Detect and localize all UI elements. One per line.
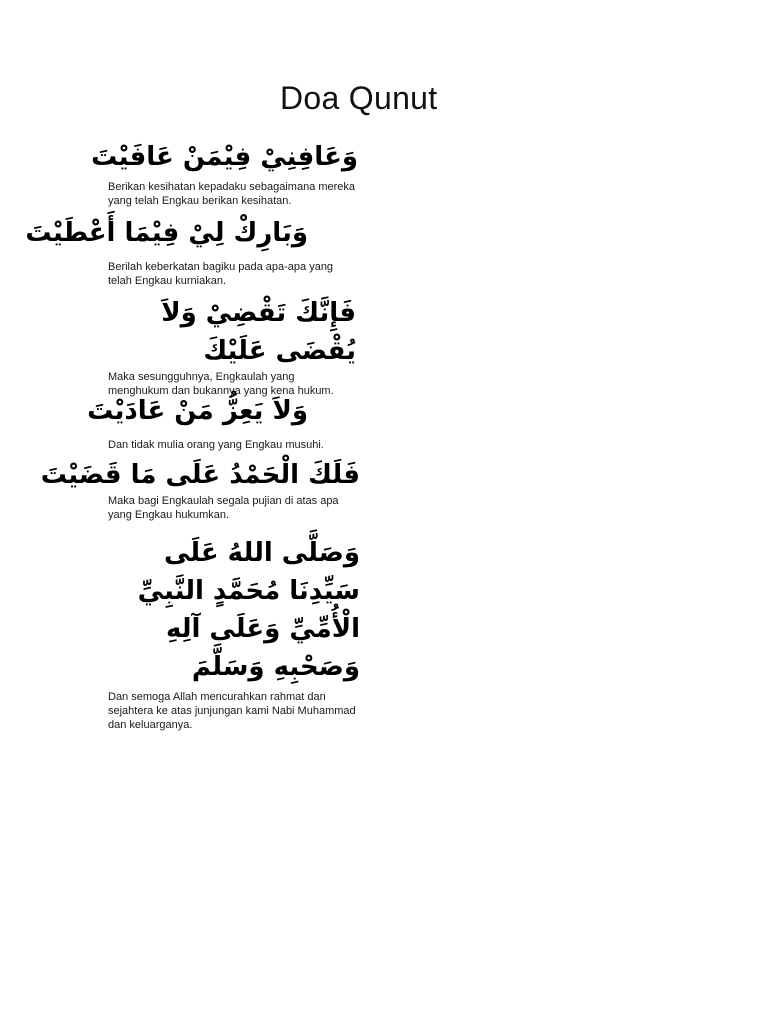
- verse-block: [40, 458, 400, 522]
- page-title: Doa Qunut: [280, 80, 438, 116]
- arabic-verse: وَبَارِكْ لِيْ فِيْمَا أَعْطَيْتَ: [25, 218, 308, 248]
- translation-line: Maka bagi Engkaulah segala pujian di atas apa: [108, 495, 339, 507]
- arabic-verse: فَلَكَ الْحَمْدُ عَلَى مَا قَضَيْتَ: [40, 460, 360, 490]
- verse-block: [91, 140, 400, 208]
- translation-line: yang telah Engkau berikan kesihatan.: [108, 195, 292, 207]
- translation-line: yang Engkau hukumkan.: [108, 509, 230, 521]
- translation-line: Dan semoga Allah mencurahkan rahmat dan: [108, 691, 326, 703]
- translation-line: telah Engkau kurniakan.: [108, 275, 227, 287]
- verse-block: [108, 534, 400, 732]
- translation-line: sejahtera ke atas junjungan kami Nabi Muhammad: [108, 705, 356, 717]
- verse-block: [25, 216, 400, 288]
- arabic-verse: وَعَافِنِيْ فِيْمَنْ عَافَيْتَ: [91, 142, 358, 172]
- arabic-verse: وَصَلَّى اللهُ عَلَى سَيِّدِنَا مُحَمَّدٍ النَّبِيِّ الْأُمِّيِّ وَعَلَى آلِهِ وَصَحْبِهِ وَسَلَّمَ: [137, 538, 360, 682]
- arabic-verse: وَلاَ يَعِزُّ مَنْ عَادَيْتَ: [87, 396, 308, 426]
- verse-block: [87, 394, 400, 452]
- translation-line: menghukum dan bukannya yang kena hukum.: [108, 385, 334, 397]
- translation-line: Berikan kesihatan kepadaku sebagaimana mereka: [108, 181, 356, 193]
- translation-line: Maka sesungguhnya, Engkaulah yang: [108, 371, 295, 383]
- translation-line: Berilah keberkatan bagiku pada apa-apa yang: [108, 261, 334, 273]
- arabic-verse: فَإِنَّكَ تَقْضِيْ وَلاَ يُقْضَى عَلَيْكَ: [161, 298, 356, 366]
- translation-line: dan keluarganya.: [108, 719, 193, 731]
- verse-block: [108, 294, 400, 398]
- translation-line: Dan tidak mulia orang yang Engkau musuhi.: [108, 439, 324, 451]
